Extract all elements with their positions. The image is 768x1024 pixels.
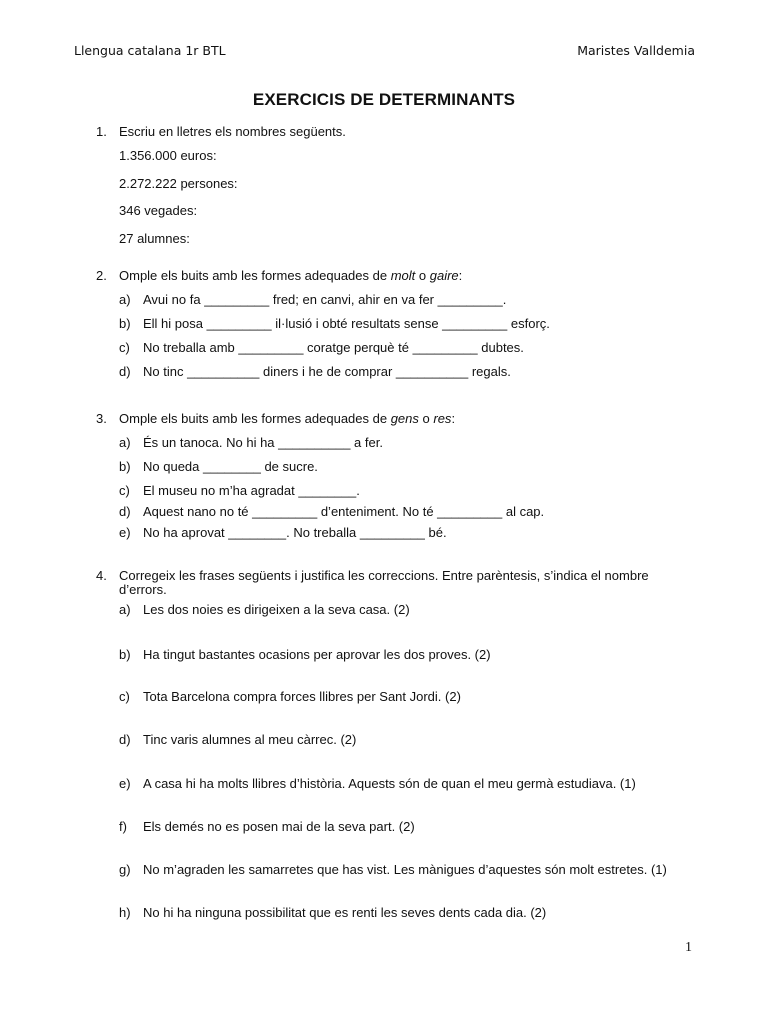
question-text-connector: o <box>418 411 434 426</box>
item-text: És un tanoca. No hi ha __________ a fer. <box>143 435 383 450</box>
item-letter: b) <box>119 316 131 331</box>
item-letter: g) <box>119 862 131 877</box>
item-text: Ha tingut bastantes ocasions per aprovar les dos proves. (2) <box>143 647 491 662</box>
item-text: Avui no fa _________ fred; en canvi, ahir en va fer _________. <box>143 292 507 307</box>
answer-line: 346 vegades: <box>119 203 198 218</box>
item-text: El museu no m’ha agradat ________. <box>143 483 360 498</box>
question-number: 1. <box>96 124 107 139</box>
page-number: 1 <box>685 940 692 955</box>
item-letter: c) <box>119 340 130 355</box>
item-letter: d) <box>119 504 131 519</box>
item-letter: d) <box>119 732 131 747</box>
item-text: Ell hi posa _________ il·lusió i obté resultats sense _________ esforç. <box>143 316 550 331</box>
item-letter: c) <box>119 483 130 498</box>
keyword-res: res <box>433 411 452 426</box>
item-letter: a) <box>119 292 131 307</box>
question-text: Corregeix les frases següents i justifica les correccions. Entre parèntesis, s’indica el nombre d’errors. <box>119 568 649 597</box>
answer-line: 2.272.222 persones: <box>119 176 238 191</box>
question-number: 4. <box>96 568 107 583</box>
item-letter: h) <box>119 905 131 920</box>
question-text-prefix: Omple els buits amb les formes adequades de <box>119 411 391 426</box>
item-text: Aquest nano no té _________ d’enteniment. No té _________ al cap. <box>143 504 545 519</box>
item-text: No ha aprovat ________. No treballa _________ bé. <box>143 525 447 540</box>
item-text: No tinc __________ diners i he de comprar __________ regals. <box>143 364 511 379</box>
header-course: Llengua catalana 1r BTL <box>74 43 226 58</box>
header-school: Maristes Valldemia <box>577 43 695 58</box>
item-letter: c) <box>119 689 130 704</box>
question-text-suffix: : <box>451 411 456 426</box>
item-text: No m’agraden les samarretes que has vist. Les mànigues d’aquestes són molt estretes. (1) <box>143 862 667 877</box>
item-letter: e) <box>119 525 131 540</box>
item-text: No treballa amb _________ coratge perquè té _________ dubtes. <box>143 340 524 355</box>
item-letter: a) <box>119 435 131 450</box>
item-text: Els demés no es posen mai de la seva part. (2) <box>143 819 415 834</box>
item-text: Les dos noies es dirigeixen a la seva casa. (2) <box>143 602 410 617</box>
item-letter: f) <box>119 819 127 834</box>
item-letter: d) <box>119 364 131 379</box>
item-text: No hi ha ninguna possibilitat que es renti les seves dents cada dia. (2) <box>143 905 547 920</box>
question-number: 3. <box>96 411 107 426</box>
item-letter: a) <box>119 602 131 617</box>
question-text-prefix: Omple els buits amb les formes adequades de <box>119 268 391 283</box>
question-text-suffix: : <box>458 268 463 283</box>
item-text: Tota Barcelona compra forces llibres per Sant Jordi. (2) <box>143 689 461 704</box>
item-letter: e) <box>119 776 131 791</box>
question-text <box>119 412 679 426</box>
answer-line: 27 alumnes: <box>119 231 190 246</box>
question-text-connector: o <box>415 268 430 283</box>
keyword-gaire: gaire <box>429 268 459 283</box>
item-letter: b) <box>119 647 131 662</box>
question-text: Escriu en lletres els nombres següents. <box>119 124 346 139</box>
keyword-molt: molt <box>390 268 416 283</box>
item-text: A casa hi ha molts llibres d’història. Aquests són de quan el meu germà estudiava. (1) <box>143 776 636 791</box>
item-text: No queda ________ de sucre. <box>143 459 318 474</box>
question-text <box>119 269 679 283</box>
item-letter: b) <box>119 459 131 474</box>
answer-line: 1.356.000 euros: <box>119 148 217 163</box>
item-text: Tinc varis alumnes al meu càrrec. (2) <box>143 732 357 747</box>
question-number: 2. <box>96 268 107 283</box>
page-title: EXERCICIS DE DETERMINANTS <box>252 90 516 109</box>
keyword-gens: gens <box>390 411 419 426</box>
